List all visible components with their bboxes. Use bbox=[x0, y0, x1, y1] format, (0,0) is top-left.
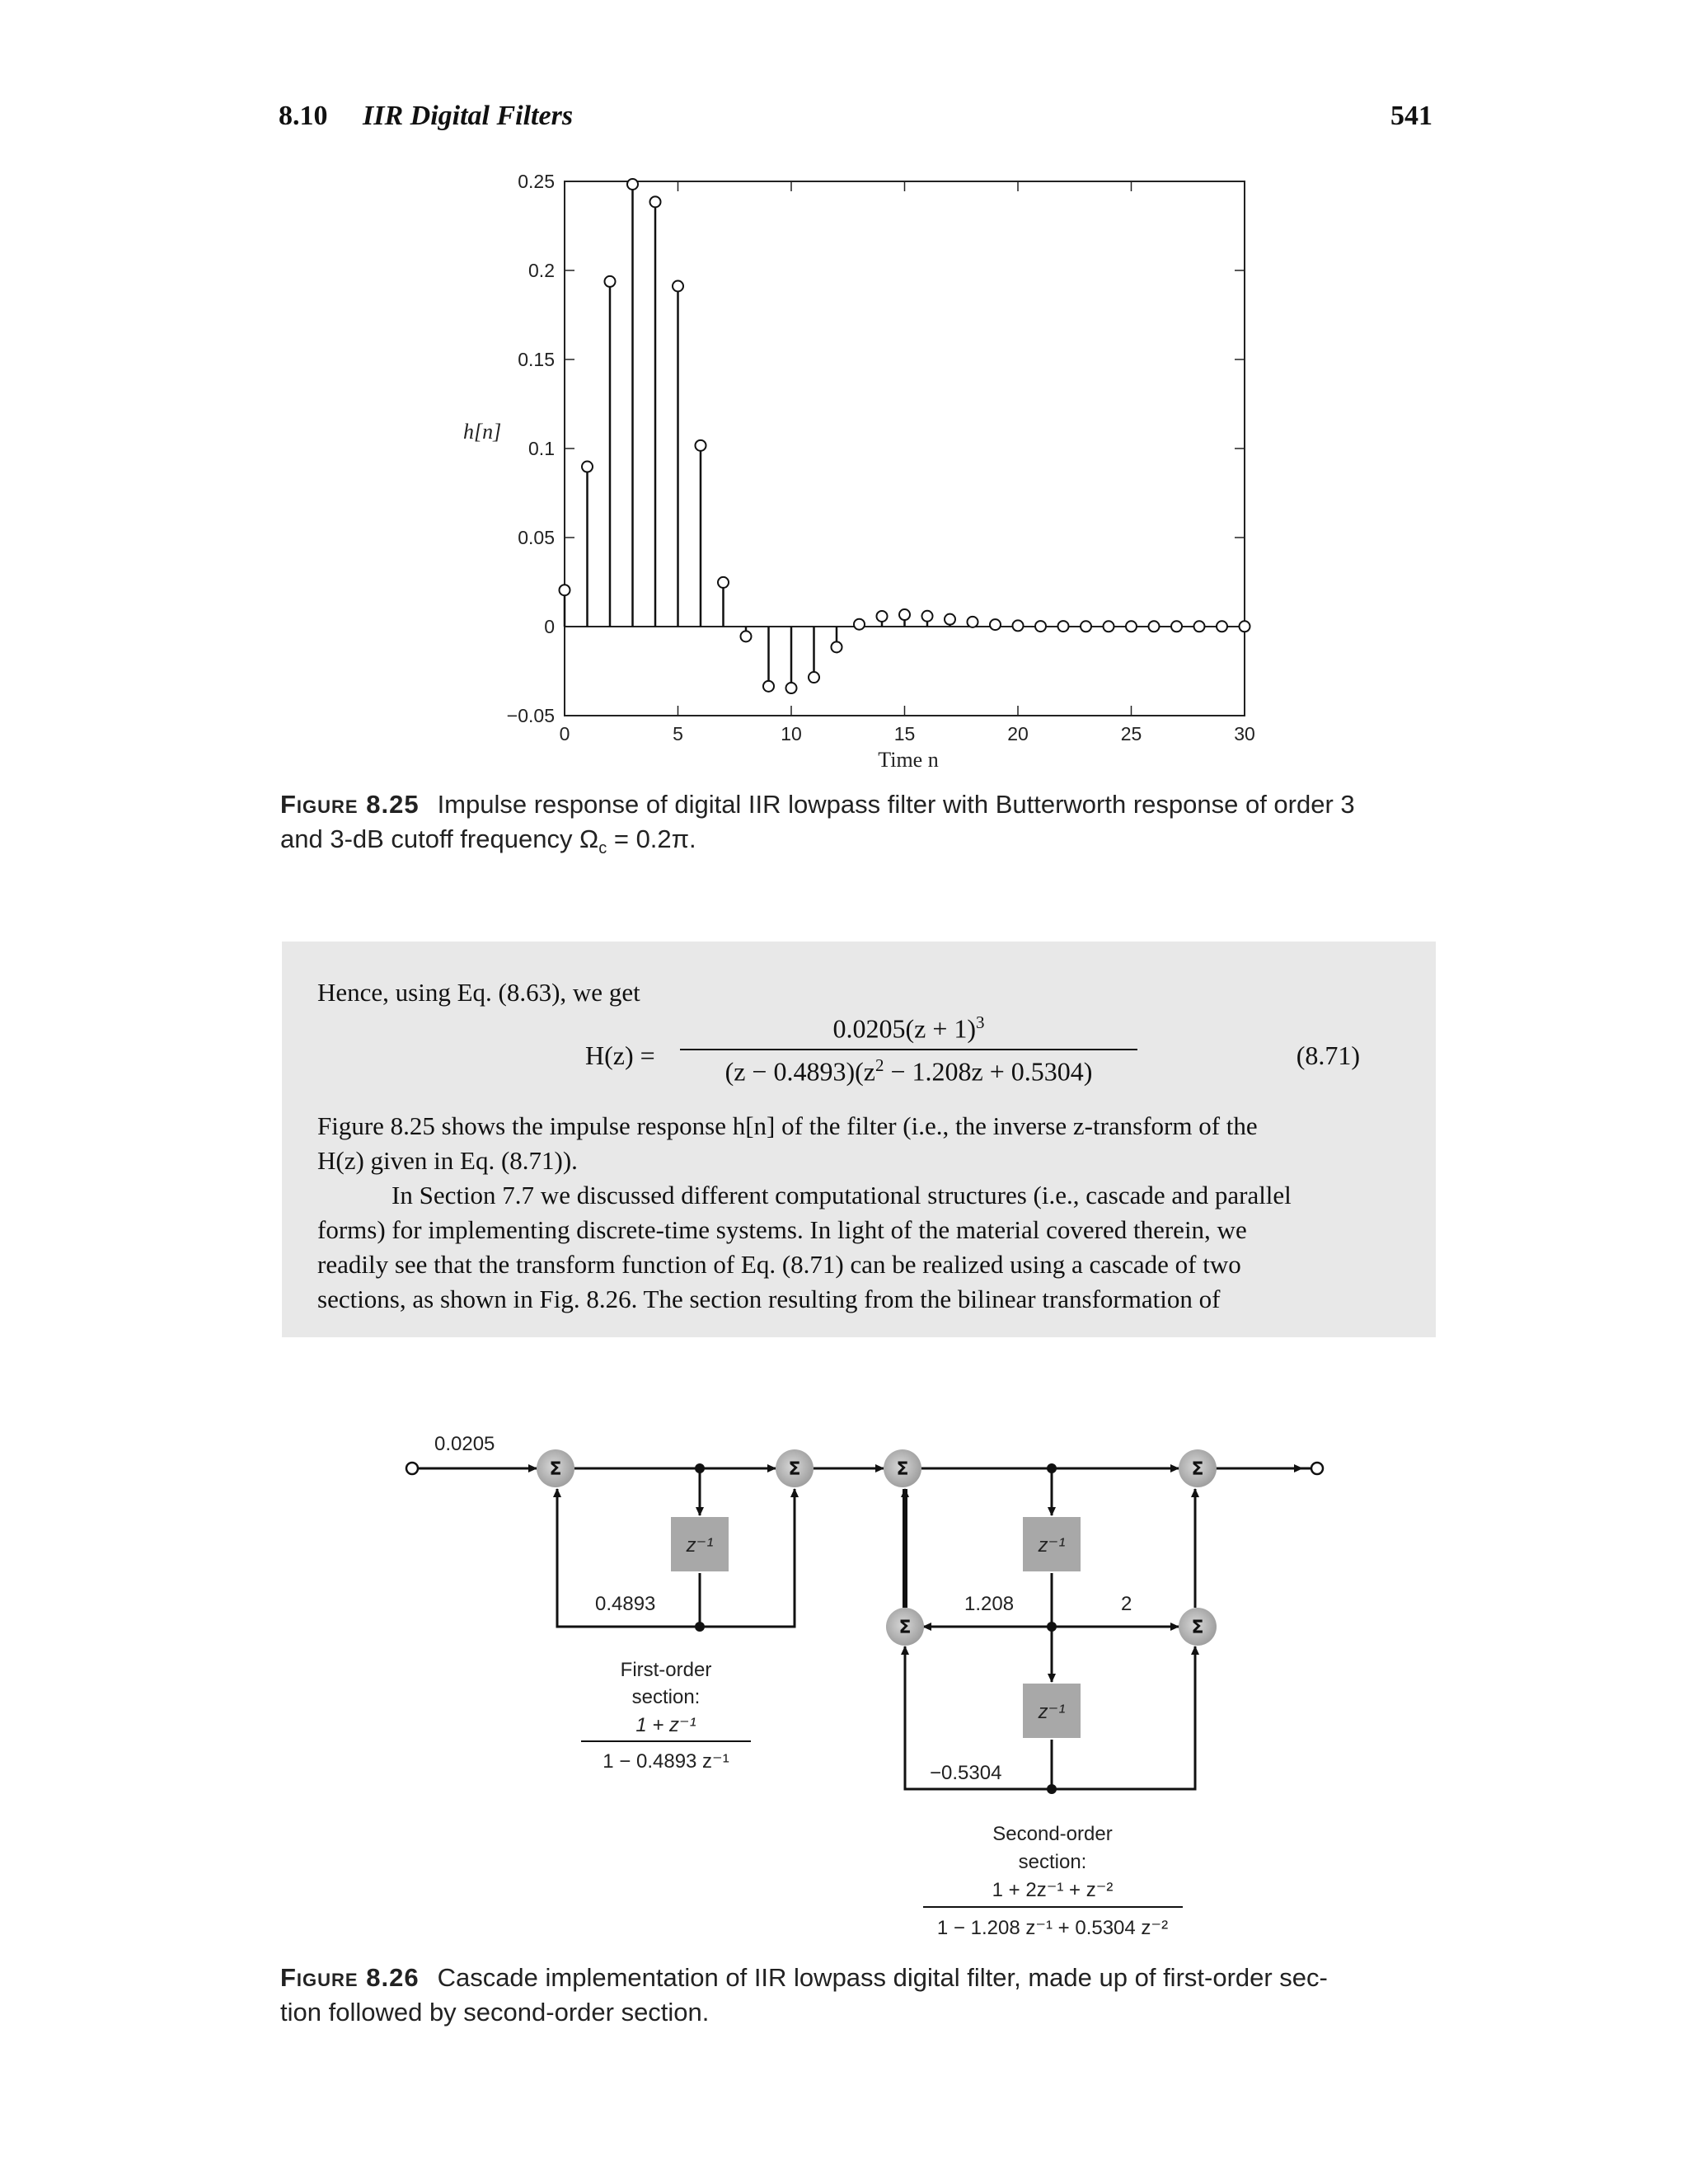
gain-label: 0.0205 bbox=[434, 1433, 495, 1455]
text-line: H(z) given in Eq. (8.71)). bbox=[317, 1146, 578, 1175]
figure-label: Figure 8.25 bbox=[280, 790, 420, 819]
y-tick-label: 0.1 bbox=[528, 438, 555, 459]
caption-line-end: = 0.2π. bbox=[607, 824, 696, 853]
coef-b1: 2 bbox=[1121, 1593, 1132, 1615]
x-tick-label: 25 bbox=[1120, 723, 1142, 744]
equation-number: (8.71) bbox=[1296, 1040, 1360, 1070]
y-tick-label: 0.2 bbox=[528, 260, 555, 281]
svg-text:1 − 0.4893 z⁻¹: 1 − 0.4893 z⁻¹ bbox=[603, 1750, 729, 1773]
sum-node bbox=[537, 1449, 574, 1487]
delay-block bbox=[671, 1517, 729, 1571]
caption-line: and 3-dB cutoff frequency Ω bbox=[280, 824, 599, 853]
svg-text:1 − 1.208 z⁻¹ + 0.5304 z⁻²: 1 − 1.208 z⁻¹ + 0.5304 z⁻² bbox=[936, 1917, 1169, 1939]
y-tick-label: 0.05 bbox=[518, 527, 555, 548]
numerator-text: 0.0205(z + 1) bbox=[832, 1013, 977, 1044]
input-terminal bbox=[406, 1463, 418, 1474]
x-tick-label: 10 bbox=[781, 723, 802, 744]
svg-text:Σ: Σ bbox=[896, 1459, 909, 1480]
section-title: IIR Digital Filters bbox=[363, 101, 574, 131]
section-number: 8.10 bbox=[279, 101, 328, 131]
svg-text:Σ: Σ bbox=[1191, 1459, 1204, 1480]
text-line: readily see that the transform function of Eq. (8.71) can be realized using a cascade of two bbox=[317, 1250, 1241, 1279]
svg-text:First-order: First-order bbox=[620, 1659, 712, 1681]
x-axis-label: Time n bbox=[878, 748, 939, 772]
y-tick-label: 0 bbox=[544, 616, 555, 637]
delay-block bbox=[1023, 1684, 1081, 1738]
denominator-text: (z − 0.4893)(z bbox=[724, 1056, 875, 1087]
x-tick-label: 30 bbox=[1234, 723, 1255, 744]
coef-first-order: 0.4893 bbox=[595, 1593, 656, 1615]
sum-node bbox=[1179, 1608, 1217, 1646]
x-tick-label: 5 bbox=[673, 723, 683, 744]
svg-text:z⁻¹: z⁻¹ bbox=[686, 1534, 714, 1557]
equation-lhs: H(z) = bbox=[585, 1040, 655, 1070]
paragraph-intro: Hence, using Eq. (8.63), we get bbox=[317, 978, 640, 1007]
svg-text:1 + 2z⁻¹ + z⁻²: 1 + 2z⁻¹ + z⁻² bbox=[992, 1879, 1114, 1901]
svg-text:Second-order: Second-order bbox=[992, 1823, 1113, 1845]
svg-text:Σ: Σ bbox=[549, 1459, 562, 1480]
figure-8-26-caption bbox=[280, 1961, 1434, 2030]
y-tick-label: −0.05 bbox=[506, 705, 555, 726]
text-line: forms) for implementing discrete-time systems. In light of the material covered therein, we bbox=[317, 1215, 1247, 1244]
delay-block bbox=[1023, 1517, 1081, 1571]
denominator-text-end: − 1.208z + 0.5304) bbox=[884, 1056, 1093, 1087]
svg-text:1 + z⁻¹: 1 + z⁻¹ bbox=[635, 1714, 696, 1736]
y-axis-label: h[n] bbox=[463, 420, 502, 444]
page-number: 541 bbox=[1390, 101, 1432, 131]
caption-line: tion followed by second-order section. bbox=[280, 1998, 710, 2027]
sum-node bbox=[1179, 1449, 1217, 1487]
numerator-sup: 3 bbox=[976, 1012, 985, 1032]
second-order-label bbox=[923, 1823, 1183, 1939]
sum-node bbox=[776, 1449, 814, 1487]
sum-node bbox=[884, 1449, 921, 1487]
caption-subscript: c bbox=[598, 839, 607, 858]
summing-nodes bbox=[537, 1449, 1217, 1646]
coef-a1: 1.208 bbox=[964, 1593, 1015, 1615]
figure-label: Figure 8.26 bbox=[280, 1963, 420, 1992]
svg-text:Σ: Σ bbox=[788, 1459, 801, 1480]
text-line: In Section 7.7 we discussed different computational structures (i.e., cascade and parallel bbox=[392, 1181, 1292, 1209]
y-tick-label: 0.15 bbox=[518, 349, 555, 370]
x-tick-label: 0 bbox=[559, 723, 570, 744]
caption-line: Cascade implementation of IIR lowpass digital filter, made up of first-order sec- bbox=[437, 1963, 1328, 1992]
text-line: sections, as shown in Fig. 8.26. The section resulting from the bilinear transformation of bbox=[317, 1285, 1221, 1313]
svg-text:section:: section: bbox=[1018, 1851, 1087, 1873]
coef-a2: −0.5304 bbox=[930, 1762, 1002, 1784]
x-tick-label: 15 bbox=[893, 723, 916, 744]
caption-line: Impulse response of digital IIR lowpass filter with Butterworth response of order 3 bbox=[437, 790, 1355, 819]
svg-text:z⁻¹: z⁻¹ bbox=[1038, 1701, 1066, 1723]
x-tick-label: 20 bbox=[1007, 723, 1029, 744]
output-terminal bbox=[1311, 1463, 1323, 1474]
text-line: Figure 8.25 shows the impulse response h[n] of the filter (i.e., the inverse z-transform of the bbox=[317, 1111, 1258, 1140]
sum-node bbox=[886, 1608, 924, 1646]
svg-text:Σ: Σ bbox=[1191, 1618, 1204, 1638]
junction-dots bbox=[695, 1463, 1057, 1794]
svg-text:Σ: Σ bbox=[898, 1618, 912, 1638]
y-tick-label: 0.25 bbox=[518, 171, 555, 192]
svg-text:z⁻¹: z⁻¹ bbox=[1038, 1534, 1066, 1557]
svg-text:section:: section: bbox=[631, 1686, 701, 1708]
signal-paths bbox=[419, 1468, 1311, 1789]
denominator-sup: 2 bbox=[874, 1055, 884, 1075]
first-order-label bbox=[581, 1659, 751, 1773]
